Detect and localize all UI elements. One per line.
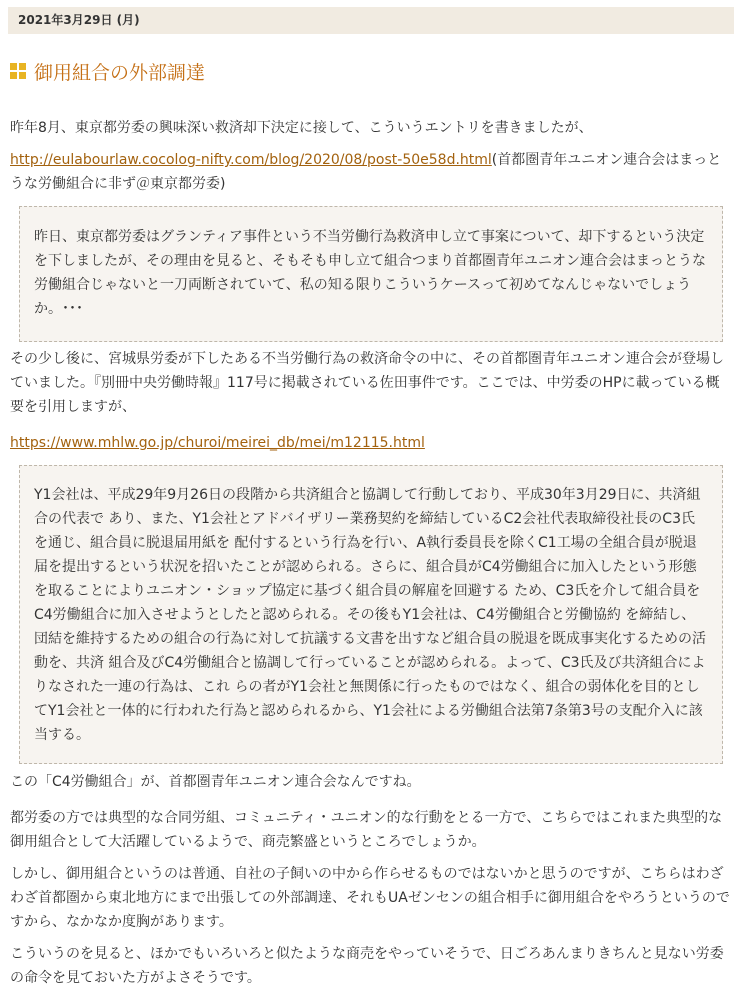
blockquote-text: Y1会社は、平成29年9月26日の段階から共済組合と協調して行動しており、平成30年3月29日に、共済組合の代表で あり、また、Y1会社とアドバイザリー業務契約を締結しているC2会社代表取締役社長のC3氏を通じ、組合員に脱退届用紙を 配付するという行為を行い、A執行委員長を除くC1工場の全組合員が脱退届を提出するという状況を招いたことが認められる。さらに、組合員がC4労働組合に加入したという形態を取ることによりユニオン・ショップ協定に基づく組合員の解雇を回避する ため、C3氏を介して組合員をC4労働組合に加入させようとしたと認められる。その後もY1会社は、C4労働組合と労働協約 を締結し、団結を維持するための組合の行為に対して抗議する文書を出すなど組合員の脱退を既成事実化するための活動を、共済 組合及びC4労働組合と協調して行っていることが認められる。よって、C3氏及び共済組合によりなされた一連の行為は、これ らの者がY1会社と無関係に行ったものではなく、組合の弱体化を目的としてY1会社と一体的に行われた行為と認められるから、Y1会社による労働組合法第7条第3号の支配介入に該当する。	[34, 487, 706, 743]
entry-title-row	[10, 56, 205, 86]
post-date: 2021年3月29日 (月)	[8, 7, 734, 34]
blockquote-previous-entry	[19, 206, 723, 342]
blockquote-order-summary	[19, 465, 723, 764]
mhlw-order-link[interactable]: https://www.mhlw.go.jp/churoi/meirei_db/mei/m12115.html	[10, 435, 425, 451]
paragraph-c4-union: この「C4労働組合」が、首都圏青年ユニオン連合会なんですね。	[10, 774, 421, 790]
paragraph-link1	[10, 148, 732, 196]
entry-title[interactable]: 御用組合の外部調達	[34, 61, 206, 84]
paragraph-business: 都労委の方では典型的な合同労組、コミュニティ・ユニオン的な行動をとる一方で、こちらではこれまた典型的な御用組合として大活躍しているようで、商売繁盛というところでしょうか。	[10, 810, 723, 850]
paragraph-outsourcing: しかし、御用組合というのは普通、自社の子飼いの中から作らせるものではないかと思うのですが、こちらはわざわざ首都圏から東北地方にまで出張しての外部調達、それもUAゼンセンの組合相手に御用組合をやろうというのですから、なかなか度胸があります。	[10, 866, 730, 930]
paragraph-conclusion: こういうのを見ると、ほかでもいろいろと似たような商売をやっていそうで、日ごろあんまりきちんと見ない労委の命令を見ておいた方がよさそうです。	[10, 946, 724, 986]
link1-caption: (首都圏青年ユニオン連合会はまっとうな労働組合に非ず＠東京都労委)	[10, 152, 722, 192]
blockquote-text: 昨日、東京都労委はグランティア事件という不当労働行為救済申し立て事案について、却下するという決定を下しましたが、その理由を見ると、そもそも申し立て組合つまり首都圏青年ユニオン連合会はまっとうな労働組合じゃないと一刀両断されていて、私の知る限りこういうケースって初めてなんじゃないでしょうか。･･･	[34, 229, 706, 317]
previous-entry-link[interactable]: http://eulabourlaw.cocolog-nifty.com/blog/2020/08/post-50e58d.html	[10, 152, 492, 168]
paragraph-link2	[10, 431, 732, 455]
four-squares-icon	[10, 63, 26, 79]
paragraph-miyagi: その少し後に、宮城県労委が下したある不当労働行為の救済命令の中に、その首都圏青年ユニオン連合会が登場していました。『別冊中央労働時報』117号に掲載されている佐田事件です。ここでは、中労委のHPに載っている概要を引用しますが、	[10, 351, 724, 415]
paragraph-intro: 昨年8月、東京都労委の興味深い救済却下決定に接して、こういうエントリを書きましたが、	[10, 120, 593, 136]
